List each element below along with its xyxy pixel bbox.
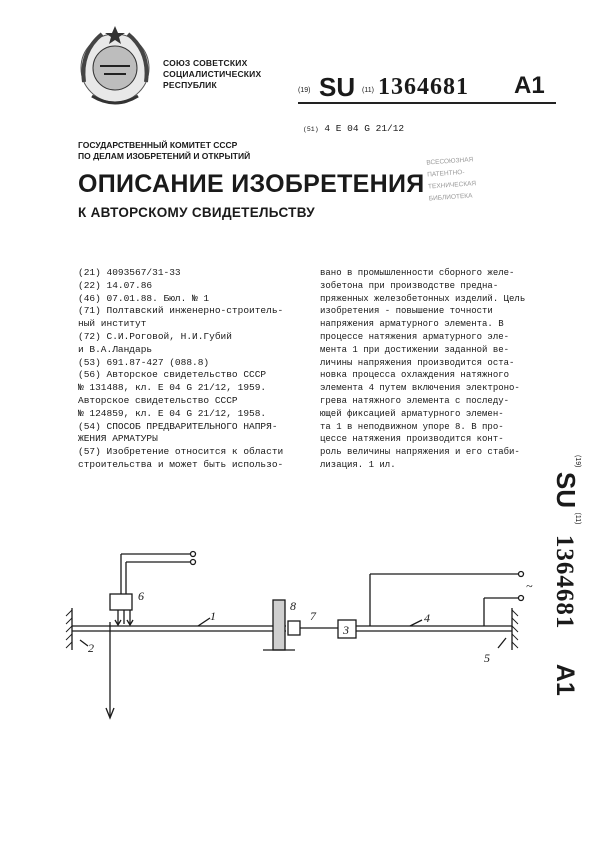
side-country-code: SU — [551, 471, 581, 509]
number-underline — [298, 101, 558, 105]
abstract-line: та 1 в неподвижном упоре 8. В про- — [320, 421, 504, 432]
left-wall-hatch — [66, 610, 72, 648]
biblio-line: № 131488, кл. E 04 G 21/12, 1959. — [78, 382, 267, 394]
biblio-line: ный институт — [78, 318, 147, 330]
biblio-line: и В.А.Ландарь — [78, 343, 153, 355]
committee-name: ГОСУДАРСТВЕННЫЙ КОМИТЕТ СССР ПО ДЕЛАМ ИЗОБРЕТЕНИЙ И ОТКРЫТИЙ — [78, 140, 251, 161]
abstract-line: мента 1 при достижении заданной ве- — [320, 344, 510, 355]
biblio-line: (53) 691.87-427 (088.8) — [78, 356, 210, 368]
abstract-line: зобетона при производстве предна- — [320, 280, 499, 291]
label-2: 2 — [88, 641, 94, 655]
abstract-line: грева натяжного элемента с последу- — [320, 395, 510, 406]
clamp-7 — [288, 621, 300, 635]
abstract-line: напряжения арматурного элемента. В — [320, 319, 504, 330]
kind-code: A1 — [514, 72, 545, 99]
label-4: 4 — [424, 611, 430, 625]
biblio-line: ЖЕНИЯ АРМАТУРЫ — [78, 433, 158, 445]
abstract-line: лизация. 1 ил. — [320, 459, 396, 470]
abstract-text — [320, 267, 550, 472]
patent-number: 1364681 — [378, 74, 469, 100]
ipc-classification: (51) 4 E 04 G 21/12 — [303, 123, 405, 134]
biblio-line: № 124859, кл. E 04 G 21/12, 1958. — [78, 407, 267, 419]
abstract-line: пряженных железобетонных изделий. Цель — [320, 293, 526, 304]
abstract-line: цессе натяжения производится конт- — [320, 434, 504, 445]
fixed-stop-8 — [273, 600, 285, 650]
side-kind-code: A1 — [551, 663, 579, 696]
abstract-line: личины напряжения производится оста- — [320, 357, 515, 368]
biblio-line: Авторское свидетельство СССР — [78, 394, 238, 406]
country-code: SU — [319, 72, 356, 102]
label-7: 7 — [310, 609, 316, 623]
biblio-line: (21) 4093567/31-33 — [78, 267, 181, 278]
abstract-line: элемента 4 путем включения электроно- — [320, 383, 520, 394]
document-subtitle: К АВТОРСКОМУ СВИДЕТЕЛЬСТВУ — [78, 205, 315, 220]
label-6: 6 — [138, 589, 144, 603]
label-3: 3 — [343, 623, 349, 637]
organization-name: СОЮЗ СОВЕТСКИХ СОЦИАЛИСТИЧЕСКИХ РЕСПУБЛИК — [163, 58, 262, 90]
patent-number-line — [298, 72, 558, 102]
biblio-line: строительства и может быть использо- — [78, 458, 284, 470]
heater-6 — [110, 594, 132, 610]
label-5: 5 — [484, 651, 490, 665]
abstract-line: ющей фиксацией арматурного элемен- — [320, 408, 504, 419]
prestressing-diagram — [60, 540, 540, 740]
abstract-line: новка процесса охлаждения натяжного — [320, 370, 510, 381]
side-number-tag: (11) — [574, 512, 581, 525]
ac-symbol: ~ — [526, 579, 533, 593]
label-1: 1 — [210, 609, 216, 623]
ussr-emblem-icon — [72, 22, 158, 114]
document-title: ОПИСАНИЕ ИЗОБРЕТЕНИЯ — [78, 170, 425, 198]
abstract-line: роль величины напряжения и его стаби- — [320, 447, 520, 458]
side-patent-number — [545, 455, 585, 705]
biblio-line: (71) Полтавский инженерно-строитель- — [78, 305, 284, 317]
side-patent-number-value: 1364681 — [551, 534, 578, 630]
abstract-line: процессе натяжения арматурного эле- — [320, 331, 510, 342]
biblio-line: (22) 14.07.86 — [78, 279, 153, 291]
label-8: 8 — [290, 599, 296, 613]
abstract-line: вано в промышленности сборного желе- — [320, 268, 515, 278]
abstract-line: изобретения - повышение точности — [320, 306, 493, 317]
bibliographic-data — [78, 267, 300, 472]
biblio-line: (72) С.И.Роговой, Н.И.Губий — [78, 330, 232, 342]
biblio-line: (56) Авторское свидетельство СССР — [78, 369, 267, 381]
biblio-line: (57) Изобретение относится к области — [78, 446, 284, 458]
library-stamp: ВСЕСОЮЗНАЯ ПАТЕНТНО- ТЕХНИЧЕСКАЯ БИБЛИОТЕКА — [426, 156, 477, 203]
side-country-tag: (19) — [574, 455, 581, 468]
number-tag: (11) — [362, 87, 374, 94]
biblio-line: (46) 07.01.88. Бюл. № 1 — [78, 292, 210, 304]
country-tag: (19) — [298, 87, 311, 94]
biblio-line: (54) СПОСОБ ПРЕДВАРИТЕЛЬНОГО НАПРЯ- — [78, 420, 278, 432]
